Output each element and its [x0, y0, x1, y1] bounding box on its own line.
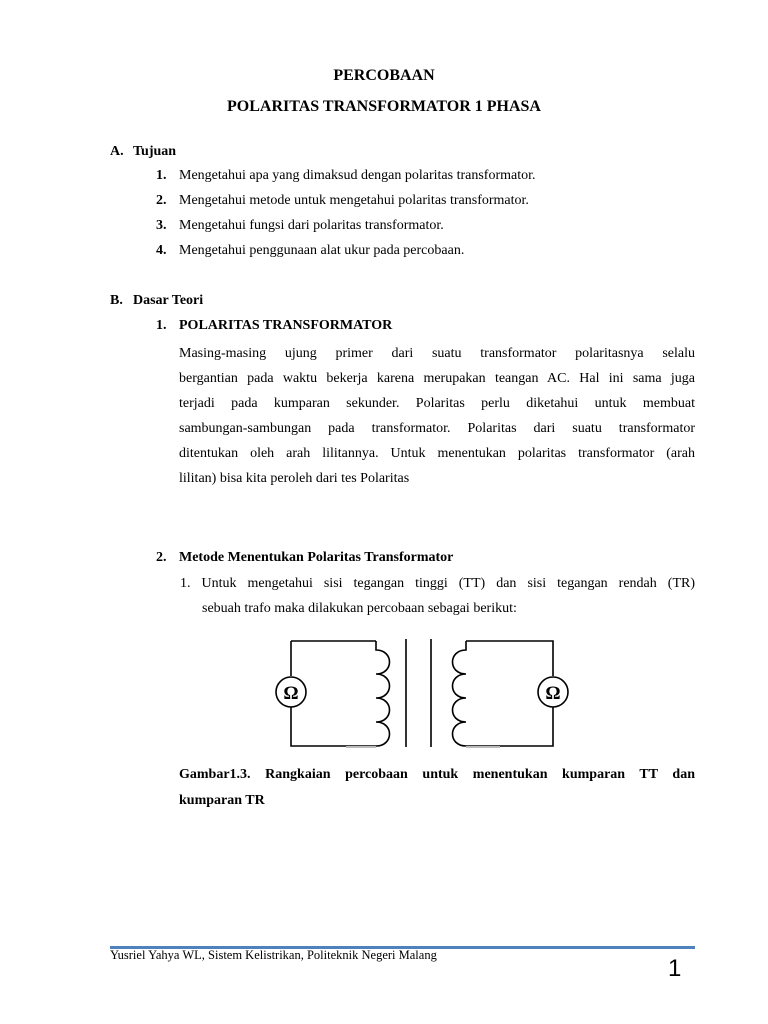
- method-item-line: [180, 571, 695, 596]
- paragraph-line: bergantian pada waktu bekerja karena merupakan teangan AC. Hal ini sama juga: [179, 371, 695, 386]
- objective-number: 3.: [156, 218, 167, 233]
- secondary-coil: [453, 641, 467, 746]
- method-item-text: Untuk mengetahui sisi tegangan tinggi (TT) dan sisi tegangan rendah (TR): [201, 576, 695, 591]
- method-item-number: 1.: [180, 576, 191, 591]
- caption-line: Gambar1.3. Rangkaian percobaan untuk menentukan kumparan TT dan: [179, 767, 695, 782]
- subsection-title: Metode Menentukan Polaritas Transformator: [179, 550, 454, 565]
- caption-line: kumparan TR: [179, 793, 265, 808]
- subsection-2-heading: [156, 550, 453, 566]
- theory-paragraph: [179, 341, 695, 491]
- primary-coil: [376, 641, 390, 746]
- paragraph-line: sambungan-sambungan pada transformator. Polaritas dari suatu transformator: [179, 421, 695, 436]
- objective-text: Mengetahui penggunaan alat ukur pada percobaan.: [179, 243, 465, 258]
- right-wire-upper: [466, 641, 553, 676]
- objective-item-2: [156, 193, 529, 209]
- method-item-1: [180, 571, 695, 621]
- left-wire-lower: [291, 707, 376, 746]
- transformer-circuit-diagram: [268, 636, 574, 750]
- section-b-heading: [110, 293, 203, 309]
- objective-number: 1.: [156, 168, 167, 183]
- right-ohmmeter-icon: Ω: [545, 683, 561, 704]
- page-number: 1: [668, 955, 682, 982]
- section-a-heading: [110, 144, 176, 160]
- page-title-line2: POLARITAS TRANSFORMATOR 1 PHASA: [227, 98, 541, 115]
- figure-caption: [179, 762, 695, 814]
- left-ohmmeter-icon: Ω: [283, 683, 299, 704]
- right-wire-lower: [466, 707, 553, 746]
- section-a-label: A.: [110, 144, 124, 159]
- objective-item-3: [156, 218, 444, 234]
- objective-text: Mengetahui metode untuk mengetahui polaritas transformator.: [179, 193, 529, 208]
- section-b-title: Dasar Teori: [133, 293, 204, 308]
- objective-item-1: [156, 168, 536, 184]
- paragraph-line: ditentukan oleh arah lilitannya. Untuk menentukan polaritas transformator (arah: [179, 446, 695, 461]
- objective-item-4: [156, 243, 464, 259]
- section-b-label: B.: [110, 293, 123, 308]
- subsection-1-heading: [156, 318, 392, 334]
- method-item-line: sebuah trafo maka dilakukan percobaan sebagai berikut:: [202, 601, 517, 616]
- objective-number: 2.: [156, 193, 167, 208]
- subsection-number: 1.: [156, 318, 167, 333]
- objective-number: 4.: [156, 243, 167, 258]
- subsection-number: 2.: [156, 550, 167, 565]
- paragraph-line: lilitan) bisa kita peroleh dari tes Polaritas: [179, 471, 410, 486]
- section-a-title: Tujuan: [133, 144, 177, 159]
- footer-text: Yusriel Yahya WL, Sistem Kelistrikan, Politeknik Negeri Malang: [110, 948, 437, 962]
- paragraph-line: Masing-masing ujung primer dari suatu transformator polaritasnya selalu: [179, 346, 695, 361]
- subsection-title: POLARITAS TRANSFORMATOR: [179, 318, 393, 333]
- objective-text: Mengetahui apa yang dimaksud dengan polaritas transformator.: [179, 168, 536, 183]
- page-title-line1: PERCOBAAN: [333, 67, 435, 84]
- paragraph-line: terjadi pada kumparan sekunder. Polaritas perlu diketahui untuk membuat: [179, 396, 695, 411]
- objective-text: Mengetahui fungsi dari polaritas transformator.: [179, 218, 444, 233]
